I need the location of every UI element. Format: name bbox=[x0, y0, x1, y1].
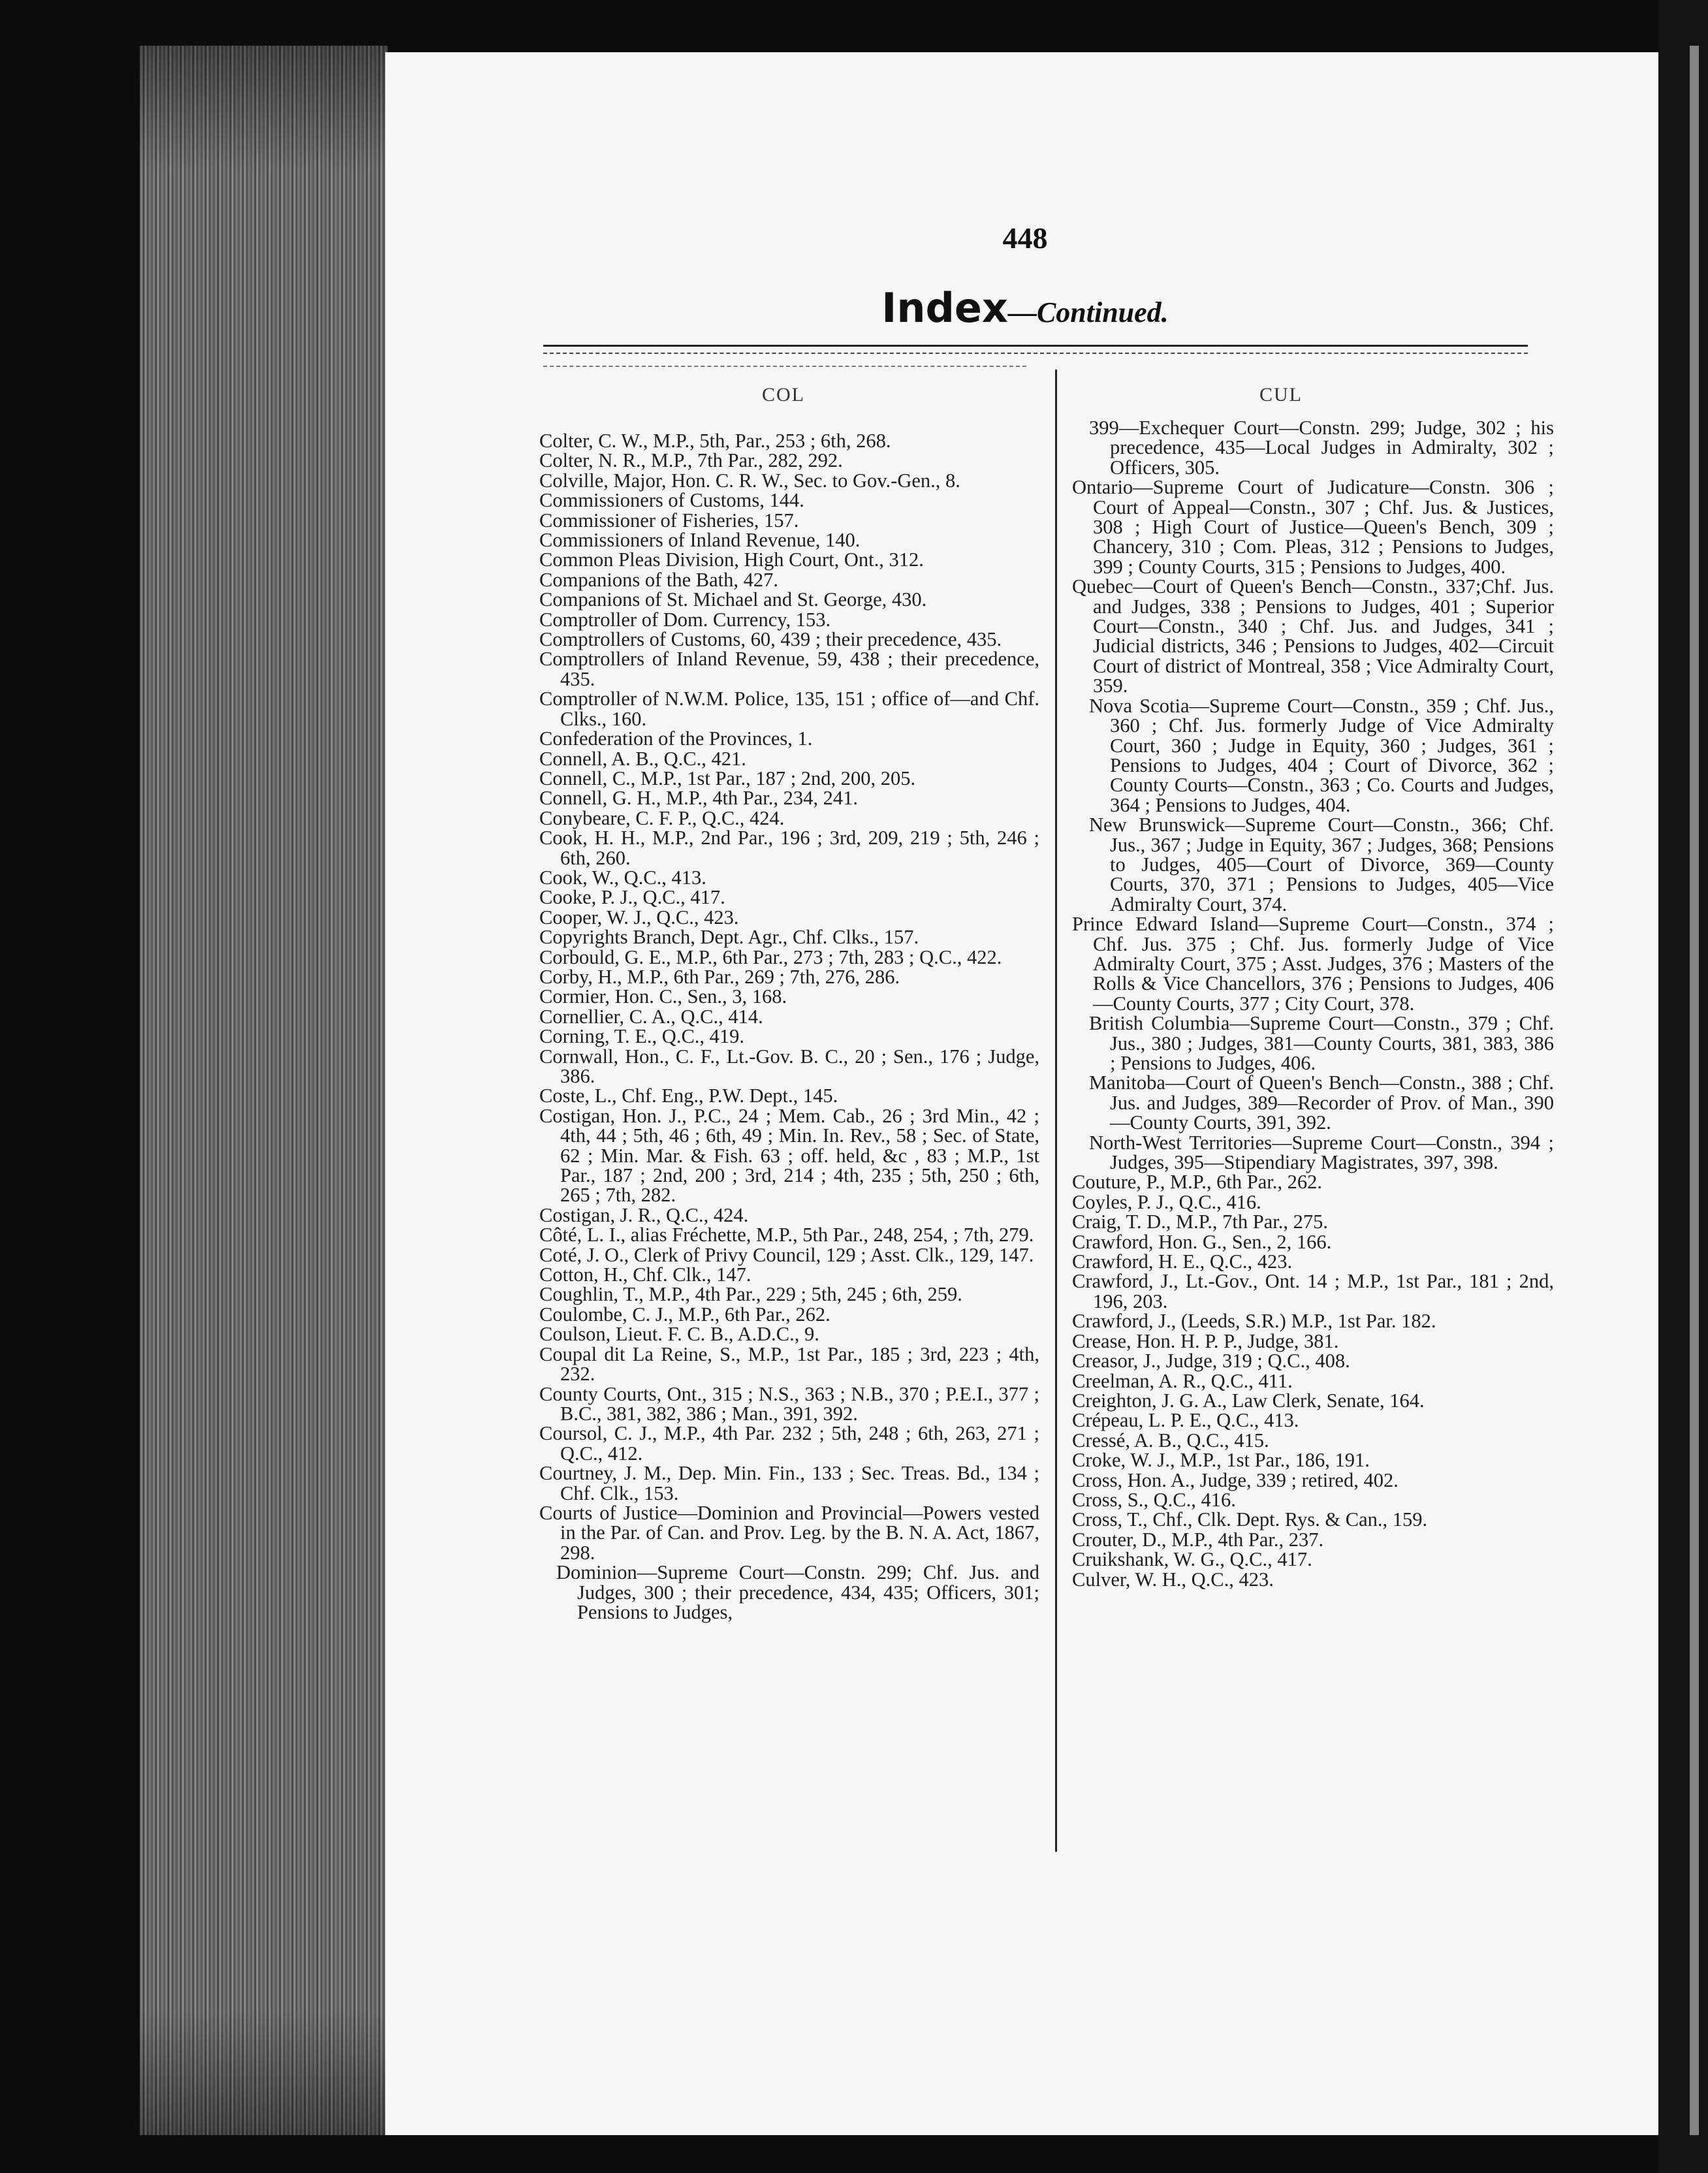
index-entry: County Courts, Ont., 315 ; N.S., 363 ; N.B., 370 ; P.E.I., 377 ; B.C., 381, 382, 386 ; Man., 391, 392. bbox=[539, 1382, 1039, 1425]
index-entry: Connell, A. B., Q.C., 421. bbox=[539, 747, 746, 770]
index-entry: Crawford, Hon. G., Sen., 2, 166. bbox=[1072, 1230, 1332, 1253]
index-entry: Comptrollers of Customs, 60, 439 ; their precedence, 435. bbox=[539, 628, 1002, 651]
title-main: Index bbox=[881, 284, 1008, 332]
index-entry: Common Pleas Division, High Court, Ont., 312. bbox=[539, 548, 924, 571]
index-entry: Dominion—Supreme Court—Constn. 299; Chf. Jus. and Judges, 300 ; their precedence, 434, 435; Officers, 301; Pensions to Judges, bbox=[556, 1561, 1039, 1623]
index-entry: Cook, H. H., M.P., 2nd Par., 196 ; 3rd, 209, 219 ; 5th, 246 ; 6th, 260. bbox=[539, 827, 1039, 869]
page-title bbox=[718, 284, 1332, 332]
index-entry: Cornellier, C. A., Q.C., 414. bbox=[539, 1005, 763, 1028]
scan-border bbox=[1658, 0, 1708, 2173]
index-entry: Creighton, J. G. A., Law Clerk, Senate, 164. bbox=[1072, 1389, 1425, 1412]
index-entry: Comptroller of N.W.M. Police, 135, 151 ; office of—and Chf. Clks., 160. bbox=[539, 688, 1039, 730]
index-entry: Manitoba—Court of Queen's Bench—Constn., 388 ; Chf. Jus. and Judges, 389—Recorder of Prov. of Man., 390—County Courts, 391, 392. bbox=[1089, 1071, 1554, 1134]
index-column-right bbox=[1072, 418, 1554, 1589]
index-entry: Crouter, D., M.P., 4th Par., 237. bbox=[1072, 1528, 1324, 1551]
index-entry: Cook, W., Q.C., 413. bbox=[539, 866, 706, 889]
index-entry: Colter, N. R., M.P., 7th Par., 282, 292. bbox=[539, 449, 843, 472]
index-entry: Comptrollers of Inland Revenue, 59, 438 ; their precedence, 435. bbox=[539, 648, 1039, 690]
next-page-edge bbox=[1690, 46, 1699, 2135]
index-entry: Colter, C. W., M.P., 5th, Par., 253 ; 6th, 268. bbox=[539, 430, 891, 452]
index-entry: Cooke, P. J., Q.C., 417. bbox=[539, 886, 725, 909]
index-entry: Corby, H., M.P., 6th Par., 269 ; 7th, 276, 286. bbox=[539, 965, 900, 988]
title-rule-dashed-short bbox=[543, 366, 1026, 367]
index-entry: Copyrights Branch, Dept. Agr., Chf. Clks., 157. bbox=[539, 926, 919, 949]
column-heading-right: CUL bbox=[1259, 384, 1303, 405]
index-entry: Croke, W. J., M.P., 1st Par., 186, 191. bbox=[1072, 1449, 1370, 1472]
title-suffix: —Continued. bbox=[1007, 296, 1169, 328]
index-entry: Creelman, A. R., Q.C., 411. bbox=[1072, 1369, 1293, 1392]
index-entry: Costigan, J. R., Q.C., 424. bbox=[539, 1203, 749, 1226]
index-entry: Couture, P., M.P., 6th Par., 262. bbox=[1072, 1171, 1322, 1194]
index-entry: Cressé, A. B., Q.C., 415. bbox=[1072, 1429, 1269, 1451]
index-entry: Prince Edward Island—Supreme Court—Constn., 374 ; Chf. Jus. 375 ; Chf. Jus. formerly Judge of Vice Admiralty Court, 375 ; Asst. Judges, 376 ; Masters of the Rolls & Vice Chancellors, 376 ; Pensions to Judges, 406—County Courts, 377 ; City Court, 378. bbox=[1072, 913, 1554, 1015]
index-entry: Courts of Justice—Dominion and Provincial—Powers vested in the Par. of Can. and Prov. Leg. by the B. N. A. Act, 1867, 298. bbox=[539, 1501, 1039, 1564]
index-entry: Quebec—Court of Queen's Bench—Constn., 337;Chf. Jus. and Judges, 338 ; Pensions to Judges, 401 ; Superior Court—Constn., 340 ; Chf. Jus. and Judges, 341 ; Judicial districts, 346 ; Pensions to Judges, 402—Circuit Court of district of Montreal, 358 ; Vice Admiralty Court, 359. bbox=[1072, 575, 1554, 697]
index-entry: Cross, S., Q.C., 416. bbox=[1072, 1488, 1236, 1511]
index-entry: Creasor, J., Judge, 319 ; Q.C., 408. bbox=[1072, 1350, 1350, 1372]
index-entry: Craig, T. D., M.P., 7th Par., 275. bbox=[1072, 1211, 1329, 1233]
index-entry: Cross, Hon. A., Judge, 339 ; retired, 402. bbox=[1072, 1468, 1399, 1491]
title-rule-dashed bbox=[543, 353, 1528, 354]
book-page-edges bbox=[140, 46, 388, 2135]
index-entry: Crawford, H. E., Q.C., 423. bbox=[1072, 1250, 1293, 1273]
index-entry: Corning, T. E., Q.C., 419. bbox=[539, 1025, 745, 1048]
index-entry: Confederation of the Provinces, 1. bbox=[539, 727, 813, 750]
index-entry: 399—Exchequer Court—Constn. 299; Judge, 302 ; his precedence, 435—Local Judges in Admiralty, 302 ; Officers, 305. bbox=[1089, 417, 1554, 479]
index-entry: Cruikshank, W. G., Q.C., 417. bbox=[1072, 1548, 1312, 1571]
page-number: 448 bbox=[1002, 221, 1048, 255]
index-entry: Cross, T., Chf., Clk. Dept. Rys. & Can., 159. bbox=[1072, 1508, 1428, 1531]
column-divider bbox=[1055, 370, 1057, 1852]
index-entry: Coughlin, T., M.P., 4th Par., 229 ; 5th, 245 ; 6th, 259. bbox=[539, 1283, 962, 1306]
index-entry: Commissioners of Customs, 144. bbox=[539, 489, 804, 512]
index-entry: Conybeare, C. F. P., Q.C., 424. bbox=[539, 806, 785, 829]
index-entry: Crease, Hon. H. P. P., Judge, 381. bbox=[1072, 1329, 1339, 1352]
index-entry: Colville, Major, Hon. C. R. W., Sec. to Gov.-Gen., 8. bbox=[539, 469, 960, 492]
index-entry: Nova Scotia—Supreme Court—Constn., 359 ; Chf. Jus., 360 ; Chf. Jus. formerly Judge of Vice Admiralty Court, 360 ; Judge in Equity, 360 ; Judges, 361 ; Pensions to Judges, 404 ; Court of Divorce, 362 ; County Courts—Constn., 363 ; Co. Courts and Judges, 364 ; Pensions to Judges, 404. bbox=[1089, 694, 1554, 816]
index-entry: Connell, C., M.P., 1st Par., 187 ; 2nd, 200, 205. bbox=[539, 767, 916, 789]
index-entry: Coyles, P. J., Q.C., 416. bbox=[1072, 1190, 1261, 1213]
index-entry: Cooper, W. J., Q.C., 423. bbox=[539, 906, 739, 928]
index-entry: Coupal dit La Reine, S., M.P., 1st Par., 185 ; 3rd, 223 ; 4th, 232. bbox=[539, 1342, 1039, 1386]
index-entry: Companions of the Bath, 427. bbox=[539, 568, 778, 591]
index-entry: Commissioner of Fisheries, 157. bbox=[539, 509, 799, 531]
index-entry: Culver, W. H., Q.C., 423. bbox=[1072, 1568, 1274, 1591]
index-entry: Corbould, G. E., M.P., 6th Par., 273 ; 7th, 283 ; Q.C., 422. bbox=[539, 945, 1002, 968]
index-entry: North-West Territories—Supreme Court—Constn., 394 ; Judges, 395—Stipendiary Magistrates, 397, 398. bbox=[1089, 1131, 1554, 1174]
index-entry: British Columbia—Supreme Court—Constn., 379 ; Chf. Jus., 380 ; Judges, 381—County Courts, 381, 383, 386 ; Pensions to Judges, 406. bbox=[1089, 1012, 1554, 1074]
index-entry: Companions of St. Michael and St. George, 430. bbox=[539, 588, 927, 611]
index-entry: Coursol, C. J., M.P., 4th Par. 232 ; 5th, 248 ; 6th, 263, 271 ; Q.C., 412. bbox=[539, 1422, 1039, 1465]
index-entry: Coulombe, C. J., M.P., 6th Par., 262. bbox=[539, 1303, 830, 1325]
index-entry: Ontario—Supreme Court of Judicature—Constn. 306 ; Court of Appeal—Constn., 307 ; Chf. Jus. & Justices, 308 ; High Court of Justice—Queen's Bench, 309 ; Chancery, 310 ; Com. Pleas, 312 ; Pensions to Judges, 399 ; County Courts, 315 ; Pensions to Judges, 400. bbox=[1072, 476, 1554, 578]
index-entry: Côté, L. I., alias Fréchette, M.P., 5th Par., 248, 254, ; 7th, 279. bbox=[539, 1224, 1034, 1246]
index-entry: Coulson, Lieut. F. C. B., A.D.C., 9. bbox=[539, 1323, 819, 1346]
index-entry: Coste, L., Chf. Eng., P.W. Dept., 145. bbox=[539, 1085, 838, 1107]
index-entry: Cotton, H., Chf. Clk., 147. bbox=[539, 1263, 751, 1286]
index-entry: Comptroller of Dom. Currency, 153. bbox=[539, 608, 831, 631]
index-entry: Commissioners of Inland Revenue, 140. bbox=[539, 529, 861, 552]
column-heading-left: COL bbox=[762, 384, 805, 405]
index-entry: Crawford, J., Lt.-Gov., Ont. 14 ; M.P., 1st Par., 181 ; 2nd, 196, 203. bbox=[1072, 1270, 1554, 1312]
index-entry: Costigan, Hon. J., P.C., 24 ; Mem. Cab., 26 ; 3rd Min., 42 ; 4th, 44 ; 5th, 46 ; 6th, 49 ; Min. In. Rev., 58 ; Sec. of State, 62 ; Min. Mar. & Fish. 63 ; off. held, &c , 83 ; M.P., 1st Par., 187 ; 2nd, 200 ; 3rd, 214 ; 4th, 235 ; 5th, 250 ; 6th, 265 ; 7th, 282. bbox=[539, 1104, 1039, 1207]
index-entry: Coté, J. O., Clerk of Privy Council, 129 ; Asst. Clk., 129, 147. bbox=[539, 1243, 1034, 1266]
index-entry: Connell, G. H., M.P., 4th Par., 234, 241. bbox=[539, 787, 859, 810]
index-column-left bbox=[539, 431, 1039, 1622]
index-entry: New Brunswick—Supreme Court—Constn., 366; Chf. Jus., 367 ; Judge in Equity, 367 ; Judges, 368; Pensions to Judges, 405—Court of Divorce, 369—County Courts, 370, 371 ; Pensions to Judges, 405—Vice Admiralty Court, 374. bbox=[1089, 814, 1554, 915]
title-rule bbox=[543, 345, 1528, 347]
index-entry: Cormier, Hon. C., Sen., 3, 168. bbox=[539, 985, 787, 1008]
index-entry: Cornwall, Hon., C. F., Lt.-Gov. B. C., 20 ; Sen., 176 ; Judge, 386. bbox=[539, 1045, 1039, 1087]
index-entry: Crépeau, L. P. E., Q.C., 413. bbox=[1072, 1409, 1299, 1432]
index-entry: Crawford, J., (Leeds, S.R.) M.P., 1st Par. 182. bbox=[1072, 1310, 1436, 1333]
index-entry: Courtney, J. M., Dep. Min. Fin., 133 ; Sec. Treas. Bd., 134 ; Chf. Clk., 153. bbox=[539, 1462, 1039, 1504]
